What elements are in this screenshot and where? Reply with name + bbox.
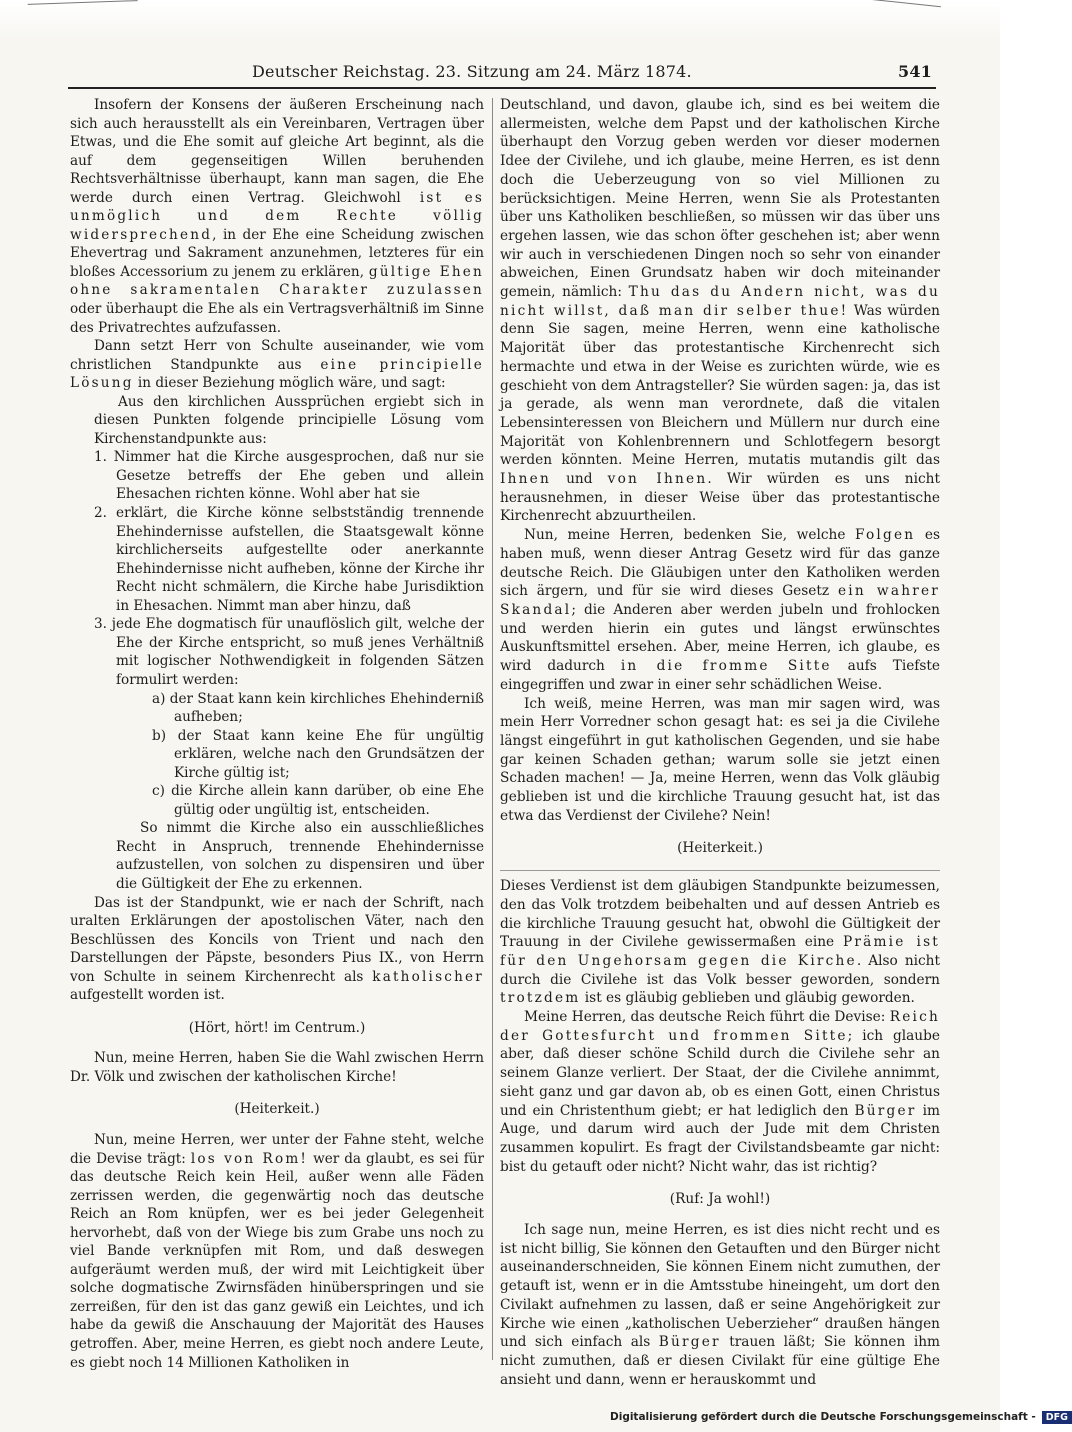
text: ist es gläubig geblieben und gläubig geworden.: [580, 990, 915, 1007]
text: ; die Anderen aber werden jubeln und frohlocken und werden hierin ein gutes und längst erwünschtes Auskunftsmittel ersehen. Aber, meine Herren, ich glaube, es wird dadurch: [500, 601, 940, 675]
paragraph: [500, 1221, 940, 1389]
section-rule: [500, 870, 940, 871]
left-column: [70, 96, 484, 1372]
spaced-text: los von Rom!: [190, 1150, 309, 1167]
interjection: (Ruf: Ja wohl!): [669, 1191, 771, 1208]
text: . Also nicht durch die Civilehe ist das Volk besser geworden, sondern: [500, 952, 940, 988]
text: Insofern der Konsens der äußeren Erscheinung nach sich auch herausstellt als ein Vereinbaren, Vertragen über Etwas, und die Ehe somit auf gleiche Art beginnt, als die auf dem gegenseitigen Willen beruhenden Rechtsverhältnisse überhaupt, kann man sagen, die Ehe werde durch einen Vertrag. Gleichwohl: [70, 97, 484, 206]
right-column: [500, 96, 940, 1389]
text: Dann setzt Herr von Schulte auseinander, wie vom christlichen Standpunkte aus: [70, 338, 484, 373]
spaced-text: Bürger: [854, 1102, 917, 1119]
credit-text: Digitalisierung gefördert durch die Deutsche Forschungsgemeinschaft -: [610, 1411, 1036, 1423]
paragraph: [500, 1008, 940, 1176]
text: wer da glaubt, es sei für das deutsche Reich kein Heil, außer wenn alle Fäden zerrissen werden, die gegenwärtig noch das deutsche Reich an Rom knüpfen, wer es bei jeder Gelegenheit hervorhebt, daß von der Wiege bis zum Grabe uns noch zu viel Bande verknüpfen mit Rom, und daß deswegen aufgeräumt werden muß, der wird mit Leichtigkeit über solche dogmatische Zwirnsfäden hinüberspringen und sie zerreißen, für den ist das ganz gewiß ein Leichtes, und ich habe da gewiß die Anschauung der Majorität des Hauses getroffen. Aber, meine Herren, es giebt noch andere Leute, es giebt noch 14 Millionen Katholiken in: [70, 1150, 485, 1371]
text: oder überhaupt die Ehe als ein Vertragsverhältniß im Sinne des Privatrechtes aufzufassen.: [70, 301, 484, 336]
text: trauen läßt; Sie können ihm nicht zumuthen, daß er diesen Civilakt für eine gültige Ehe ansieht und dann, wenn er herauskommt und: [500, 1334, 940, 1388]
text: , in der Ehe eine Scheidung zwischen Ehevertrag und Sakrament anzunehmen, letzteres für ein bloßes Accessorium zu jenem zu erklären,: [70, 226, 484, 280]
spaced-text: eine principielle Lösung: [70, 356, 484, 392]
spaced-text: gültige Ehen ohne sakramentalen Charakter zuzulassen: [70, 263, 484, 299]
text: und: [550, 471, 608, 488]
paragraph: Nun, meine Herren, haben Sie die Wahl zwischen Herrn Dr. Völk und zwischen der katholischen Kirche!: [70, 1050, 484, 1085]
text: Was würden denn Sie sagen, meine Herren, wenn eine katholische Majorität über das protestantische Kirchenrecht sich hermachte und etwa in der Weise es zurichten würde, wie es geschieht von dem Antragsteller? Sie würden sagen: ja, das ist ja gerade, als wenn man verordnete, daß die vitalen Lebensinteressen von Bleichern und Müllern nur durch eine Majorität von Kohlenbrennern und Schlotfegern besorgt werden könnten. Meine Herren, mutatis mutandis gilt das: [500, 302, 940, 469]
interjection: (Heiterkeit.): [234, 1101, 320, 1118]
paragraph: [70, 894, 484, 1005]
text: Das ist der Standpunkt, wie er nach der Schrift, nach uralten Erklärungen der apostolischen Väter, nach den Beschlüssen des Koncils von Trient und nach den Darstellungen der Päpste, besonders Pius IX., von Herrn von Schulte in seinem Kirchenrecht als: [70, 894, 484, 985]
quote-intro: Aus den kirchlichen Aussprüchen ergiebt sich in diesen Punkten folgende principielle Lösung vom Kirchenstandpunkte aus:: [94, 393, 484, 447]
text: Dieses Verdienst ist dem gläubigen Standpunkte beizumessen, den das Volk trotzdem beibehalten und auf dessen Antrieb es die kirchliche Trauung gesucht hat, obwohl die Gültigkeit der Trauung in der Civilehe gewissermaßen eine: [500, 878, 940, 951]
text: Deutschland, und davon, glaube ich, sind es bei weitem die allermeisten, welche dem Papst und der katholischen Kirche überhaupt den Vorzug geben werden vor dieser modernen Idee der Civilehe, und ich glaube, meine Herren, es ist denn doch die Ueberzeugung von so viel Millionen zu berücksichtigen. Meine Herren, wenn Sie als Protestanten über uns Katholiken beschließen, so müssen wir das über uns ergehen lassen, wie das schon öfter geschehen ist; aber wenn wir auch in verschiedenen Dingen noch so sehr von einander abweichen, Einen Grundsatz haben wir doch miteinander gemein, nämlich:: [500, 97, 940, 301]
paragraph: [70, 337, 484, 393]
running-header: [252, 62, 932, 86]
spaced-text: von Ihnen: [607, 471, 708, 488]
paragraph: [500, 526, 940, 694]
sub-list-item: c) die Kirche allein kann darüber, ob eine Ehe gültig oder ungültig ist, entscheiden.: [152, 783, 484, 818]
scan-mark: [28, 0, 139, 25]
spaced-text: Prämie ist für den Ungehorsam gegen die Kirche: [500, 934, 940, 969]
interjection: (Hört, hört! im Centrum.): [188, 1019, 366, 1036]
spaced-text: Reich der Gottesfurcht und frommen Sitte: [500, 1009, 940, 1044]
text: Meine Herren, das deutsche Reich führt die Devise:: [524, 1009, 890, 1026]
header-title: Deutscher Reichstag. 23. Sitzung am 24. März 1874.: [252, 62, 692, 81]
text: Ich sage nun, meine Herren, es ist dies nicht recht und es ist nicht billig, Sie können den Getauften und den Bürger nicht auseinanderschneiden, Sie können Einem nicht zumuthen, der getauft ist, wenn er in die Amtsstube hineingeht, um dort den Civilakt aufnehmen zu lassen, daß er seine Angehörigkeit zur Kirche wie einen „katholischen Ueberzieher“ draußen hängen und sich einfach als: [500, 1222, 940, 1351]
spaced-text: Bürger: [658, 1334, 721, 1351]
spaced-text: katholischer: [372, 968, 484, 985]
scan-edge: [0, 0, 1000, 40]
text: im Auge, und darum wird auch der Jude mit dem Christen zusammen kopulirt. Es fragt der Civilstandsbeamte gar nicht: bist du getauft oder nicht? Nicht wahr, das ist richtig?: [500, 1102, 940, 1175]
text: ; ich glaube aber, daß dieser schöne Schild durch die Civilehe sehr an seinem Glanze verliert. Der Staat, der die Civilehe annimmt, sieht ganz und gar davon ab, ob es einen Gott, einen Christus und ein Christenthum giebt; er hat lediglich den: [500, 1027, 940, 1119]
spaced-text: Ihnen: [500, 471, 551, 488]
list-item: 3. jede Ehe dogmatisch für unauflöslich gilt, welche der Ehe der Kirche entspricht, so muß jenes Verhältniß mit logischer Nothwendigkeit in folgenden Sätzen formulirt werden:: [94, 616, 484, 688]
header-rule: [68, 87, 936, 89]
dfg-logo: DFG: [1042, 1411, 1072, 1424]
text: Nun, meine Herren, bedenken Sie, welche: [524, 527, 856, 544]
spaced-text: Thu das du Andern nicht, was du nicht willst, daß man dir selber thue!: [500, 284, 941, 319]
digitization-credit: [610, 1411, 1072, 1424]
paragraph: So nimmt die Kirche also ein ausschließliches Recht in Anspruch, trennende Ehehindernisse aufzustellen, von solchen zu dispensiren und über die Gültigkeit der Ehe zu erkennen.: [116, 820, 484, 892]
spaced-text: trotzdem: [500, 990, 581, 1007]
page-number: 541: [898, 62, 932, 81]
interjection: (Heiterkeit.): [677, 840, 763, 857]
spaced-text: in die fromme Sitte: [620, 658, 832, 675]
text: aufs Tiefste eingegriffen und zwar in einer sehr schädlichen Weise.: [500, 658, 940, 693]
paragraph: Ich weiß, meine Herren, was man mir sagen wird, was mein Herr Vorredner schon gesagt hat: es sei ja die Civilehe längst eingeführt in gut katholischen Gegenden, und sie habe gar keinen Schaden gethan; warum solle sie jetzt einen Schaden machen! — Ja, meine Herren, wenn das Volk gläubig geblieben ist und die kirchliche Trauung gesucht hat, ist das etwa das Verdienst der Civilehe? Nein!: [500, 695, 940, 824]
paragraph: [70, 1131, 484, 1372]
spaced-text: ist es unmöglich und dem Rechte völlig widersprechend: [70, 189, 484, 243]
paragraph: [500, 877, 940, 1008]
paragraph: [70, 96, 484, 337]
spaced-text: ein wahrer Skandal: [500, 583, 940, 618]
paragraph: [500, 96, 940, 526]
sub-list-item: b) der Staat kann keine Ehe für ungültig erklären, welche nach den Grundsätzen der Kirche gültig ist;: [152, 727, 484, 781]
sub-list-item: a) der Staat kann kein kirchliches Ehehinderniß aufheben;: [152, 690, 484, 726]
text: es haben muß, wenn dieser Antrag Gesetz wird für das ganze deutsche Reich. Die Gläubigen unter den Katholiken werden sich ärgern, und für sie wird dieses Gesetz: [500, 527, 940, 600]
text: Nun, meine Herren, wer unter der Fahne steht, welche die Devise trägt:: [70, 1131, 484, 1167]
text: aufgestellt worden ist.: [70, 987, 225, 1004]
text: in dieser Beziehung möglich wäre, und sagt:: [133, 375, 446, 392]
list-item: 2. erklärt, die Kirche könne selbstständig trennende Ehehindernisse aufstellen, die Staatsgewalt könne kirchlicherseits aufgestellte oder anerkannte Ehehindernisse nicht aufheben, könne der Kirche ihr Recht nicht schmälern, die Kirche habe Jurisdiktion in Ehesachen. Nimmt man aber hinzu, daß: [94, 505, 484, 614]
column-divider: [492, 98, 493, 1360]
text: . Wir würden es uns nicht herausnehmen, in dieser Weise über das protestantische Kirchenrecht abzuurtheilen.: [500, 471, 940, 525]
spaced-text: Folgen: [855, 527, 916, 544]
list-item: 1. Nimmer hat die Kirche ausgesprochen, daß nur sie Gesetze betreffs der Ehe geben und allein Ehesachen richten könne. Wohl aber hat sie: [94, 449, 484, 503]
